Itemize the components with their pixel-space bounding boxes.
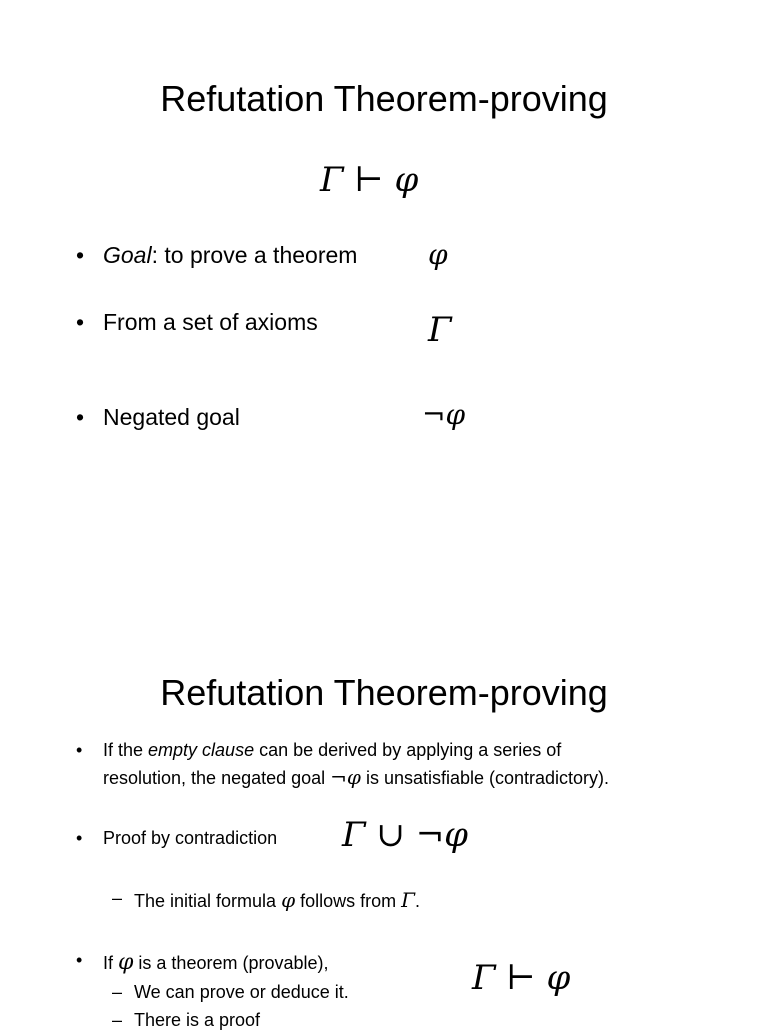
phi-inline-math: φ xyxy=(281,888,296,912)
bullet-marker: • xyxy=(76,404,85,430)
text-segment: is a theorem (provable), xyxy=(133,953,329,973)
bullet-goal xyxy=(103,242,357,269)
prove-or-deduce: We can prove or deduce it. xyxy=(134,982,349,1002)
bullet-marker: • xyxy=(76,828,83,848)
text-segment: If xyxy=(103,953,119,973)
proof-by-contradiction: Proof by contradiction xyxy=(103,828,278,848)
slide-2-title: Refutation Theorem-proving xyxy=(160,672,608,713)
bullet-marker: • xyxy=(76,950,83,970)
bullet-marker: • xyxy=(76,309,85,335)
dash-marker: – xyxy=(112,982,123,1002)
empty-clause-line-1 xyxy=(103,740,561,761)
bullet-marker: • xyxy=(76,740,83,760)
negated-goal-inline-math: ¬φ xyxy=(330,765,361,789)
goal-math: φ xyxy=(428,238,448,271)
text-segment: The initial formula xyxy=(134,891,282,911)
initial-formula-line xyxy=(134,888,420,912)
gamma-inline-math: Γ xyxy=(401,888,415,912)
phi-inline-math: φ xyxy=(118,950,134,975)
goal-lead: Goal xyxy=(103,242,152,268)
slide-1-formula: Γ ⊢ φ xyxy=(320,160,419,200)
empty-clause-term: empty clause xyxy=(148,740,255,760)
text-segment: is unsatisfiable (contradictory). xyxy=(360,768,610,788)
text-segment: resolution, the negated goal xyxy=(103,768,331,788)
goal-text: : to prove a theorem xyxy=(151,242,358,268)
text-segment: can be derived by applying a series of xyxy=(254,740,562,760)
negated-goal-math: ¬φ xyxy=(422,398,466,431)
turnstile-formula: Γ ⊢ φ xyxy=(472,958,571,998)
union-formula: Γ ∪ ¬φ xyxy=(342,815,468,855)
axioms-math: Γ xyxy=(428,310,452,350)
dash-marker: – xyxy=(112,888,123,908)
empty-clause-line-2 xyxy=(103,765,609,789)
text-segment: follows from xyxy=(295,891,402,911)
bullet-negated-goal: Negated goal xyxy=(103,404,240,430)
there-is-a-proof: There is a proof xyxy=(134,1010,261,1030)
text-segment: If the xyxy=(103,740,149,760)
text-segment: . xyxy=(415,891,421,911)
theorem-provable-line xyxy=(103,950,329,975)
slide-1-title: Refutation Theorem-proving xyxy=(160,78,608,119)
bullet-axioms: From a set of axioms xyxy=(103,309,318,335)
bullet-marker: • xyxy=(76,242,85,268)
dash-marker: – xyxy=(112,1010,123,1030)
